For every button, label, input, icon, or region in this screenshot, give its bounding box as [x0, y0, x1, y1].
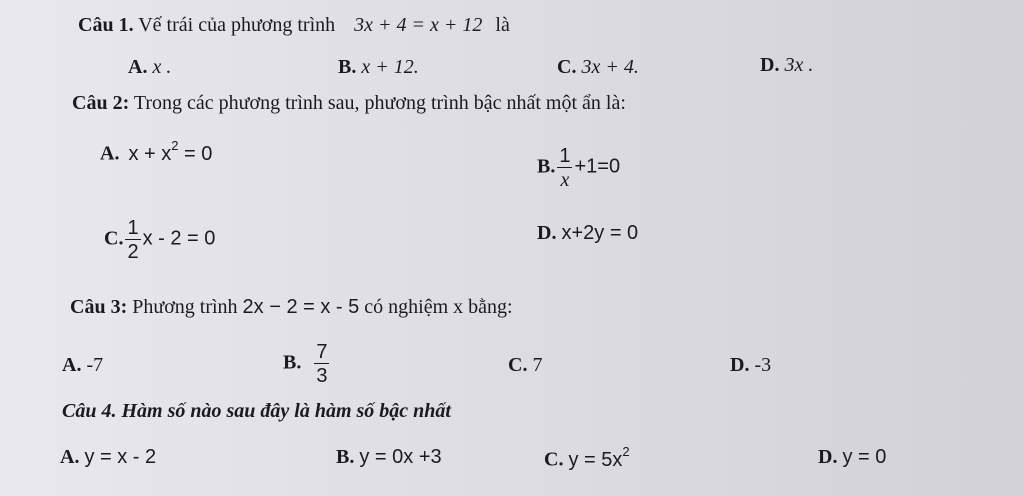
option-b-key: B. — [338, 56, 357, 78]
question-3-text-before: Phương trình — [132, 296, 238, 318]
question-3-option-d — [730, 354, 771, 377]
question-2-option-b — [537, 146, 620, 190]
option-d-key: D. — [730, 354, 750, 376]
option-a-value: y = x - 2 — [84, 446, 157, 468]
option-c-base: y = 5x — [568, 448, 623, 471]
question-1-equation: 3x + 4 = x + 12 — [354, 14, 483, 36]
option-b-key: B. — [537, 155, 556, 178]
option-a-key: A. — [128, 56, 148, 78]
option-c-key: C. — [557, 56, 577, 78]
question-3-option-b — [283, 342, 331, 386]
option-a-key: A. — [60, 446, 80, 468]
option-c-exponent: 2 — [622, 444, 630, 459]
option-a-tail: = 0 — [178, 142, 213, 165]
option-c-value: 3x + 4. — [581, 56, 639, 78]
question-4-text: Hàm số nào sau đây là hàm số bậc nhất — [121, 400, 451, 422]
question-1-option-a — [128, 56, 171, 79]
option-b-key: B. — [283, 351, 302, 374]
fraction-numerator: 7 — [316, 341, 328, 363]
fraction-denominator: 3 — [316, 365, 328, 387]
bleed-through-ghost — [640, 12, 1020, 22]
option-a-value: x . — [152, 56, 172, 78]
question-3-equation: 2x − 2 = x - 5 — [242, 296, 360, 318]
fraction-numerator: 1 — [559, 145, 571, 167]
question-3-option-a — [62, 354, 103, 377]
option-a-key: A. — [100, 142, 120, 165]
option-a-exponent: 2 — [171, 138, 179, 153]
question-4-option-c — [544, 446, 630, 472]
option-a-key: A. — [62, 354, 82, 376]
option-b-value: y = 0x +3 — [359, 446, 442, 468]
question-4-option-b — [336, 446, 442, 469]
question-3-stem — [70, 296, 513, 319]
question-1-label: Câu 1. — [78, 14, 134, 36]
option-c-key: C. — [104, 227, 124, 250]
question-3-label: Câu 3: — [70, 296, 128, 318]
question-1-tail: là — [495, 14, 510, 36]
question-2-text: Trong các phương trình sau, phương trình bậc nhất một ẩn là: — [133, 92, 626, 114]
option-d-value: y = 0 — [842, 446, 887, 468]
question-1-option-b — [338, 56, 419, 79]
option-c-key: C. — [508, 354, 528, 376]
option-d-key: D. — [537, 222, 557, 244]
option-c-value: 7 — [532, 354, 543, 376]
option-b-fraction — [557, 146, 572, 190]
question-3-option-c — [508, 354, 542, 377]
option-d-value: -3 — [754, 354, 772, 376]
question-1-stem — [78, 14, 510, 37]
question-2-stem — [72, 92, 626, 115]
option-b-value: x + 12. — [361, 56, 419, 78]
option-d-key: D. — [818, 446, 838, 468]
fraction-numerator: 1 — [127, 217, 139, 239]
option-b-tail: +1=0 — [574, 155, 621, 178]
question-1-text: Vế trái của phương trình — [138, 14, 336, 36]
question-2-option-a — [100, 140, 212, 166]
question-2-option-c — [104, 218, 215, 262]
question-4-stem — [62, 400, 451, 423]
option-b-key: B. — [336, 446, 355, 468]
question-1-option-d — [760, 54, 813, 77]
option-c-tail: x - 2 = 0 — [142, 227, 216, 250]
option-a-value: -7 — [86, 354, 104, 376]
question-1-option-c — [557, 56, 639, 79]
question-2-label: Câu 2: — [72, 92, 130, 114]
option-c-key: C. — [544, 448, 564, 471]
option-b-fraction — [314, 342, 329, 386]
question-4-label: Câu 4. — [62, 400, 117, 422]
question-4-option-d — [818, 446, 886, 469]
option-d-key: D. — [760, 54, 780, 76]
question-2-option-d — [537, 222, 638, 245]
fraction-denominator: 2 — [127, 241, 139, 263]
option-a-base: x + x — [128, 142, 172, 165]
question-3-text-after: có nghiệm x bằng: — [364, 296, 513, 318]
option-d-value: x+2y = 0 — [561, 222, 639, 244]
question-4-option-a — [60, 446, 156, 469]
fraction-denominator: x — [560, 169, 570, 191]
option-c-fraction — [125, 218, 140, 262]
option-d-value: 3x . — [784, 54, 814, 76]
